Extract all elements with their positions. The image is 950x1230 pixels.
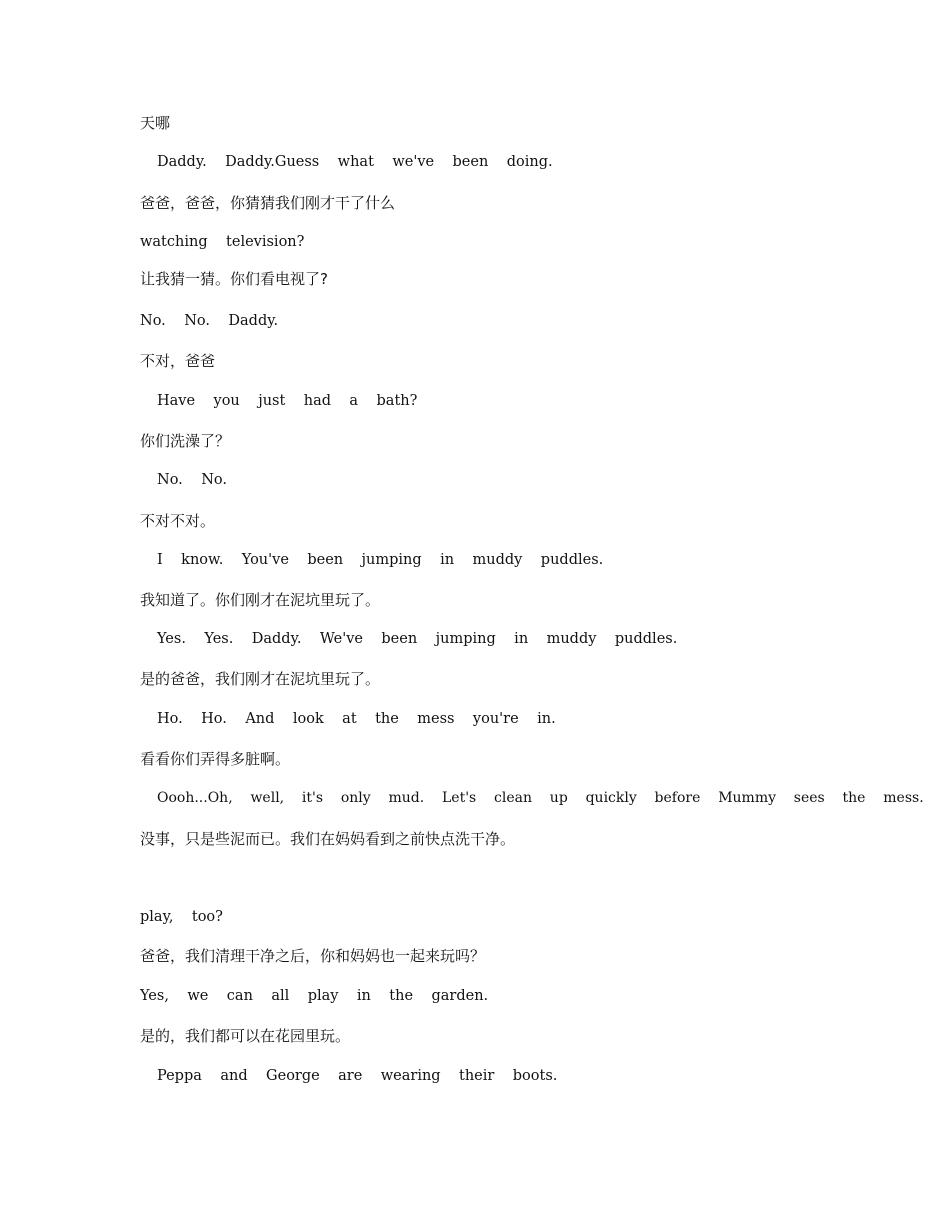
text-line: I know. You've been jumping in muddy puddles. [157, 552, 604, 568]
text-line: Ho. Ho. And look at the mess you're in. [157, 711, 556, 727]
text-line: Yes. Yes. Daddy. We've been jumping in muddy puddles. [157, 631, 678, 647]
text-line: 是的，我们都可以在花园里玩。 [140, 1027, 351, 1045]
text-line: 我知道了。你们刚才在泥坑里玩了。 [140, 591, 381, 609]
text-line: No. No. [157, 472, 227, 488]
text-line: Have you just had a bath? [157, 393, 418, 409]
text-line: watching television? [140, 234, 305, 250]
text-line: 是的爸爸，我们刚才在泥坑里玩了。 [140, 670, 381, 688]
text-line: 让我猜一猜。你们看电视了? [140, 270, 328, 288]
text-line: 你们洗澡了？ [140, 432, 231, 450]
text-line: 看看你们弄得多脏啊。 [140, 750, 291, 768]
text-line: 不对不对。 [140, 512, 216, 530]
text-line: Oooh...Oh, well, it's only mud. Let's clean up quickly before Mummy sees the mess. [157, 790, 924, 806]
text-line: Yes, we can all play in the garden. [140, 988, 489, 1004]
text-line: Daddy. Daddy.Guess what we've been doing. [157, 154, 553, 170]
text-line: 爸爸，爸爸，你猜猜我们刚才干了什么 [140, 194, 396, 212]
text-line: No. No. Daddy. [140, 313, 279, 329]
text-line: 天哪 [140, 114, 171, 132]
text-line: play, too? [140, 909, 223, 925]
text-line: Peppa and George are wearing their boots. [157, 1068, 558, 1084]
text-line: 没事，只是些泥而已。我们在妈妈看到之前快点洗干净。 [140, 830, 516, 848]
text-line: 不对，爸爸 [140, 352, 216, 370]
text-line: 爸爸，我们清理干净之后，你和妈妈也一起来玩吗？ [140, 947, 486, 965]
